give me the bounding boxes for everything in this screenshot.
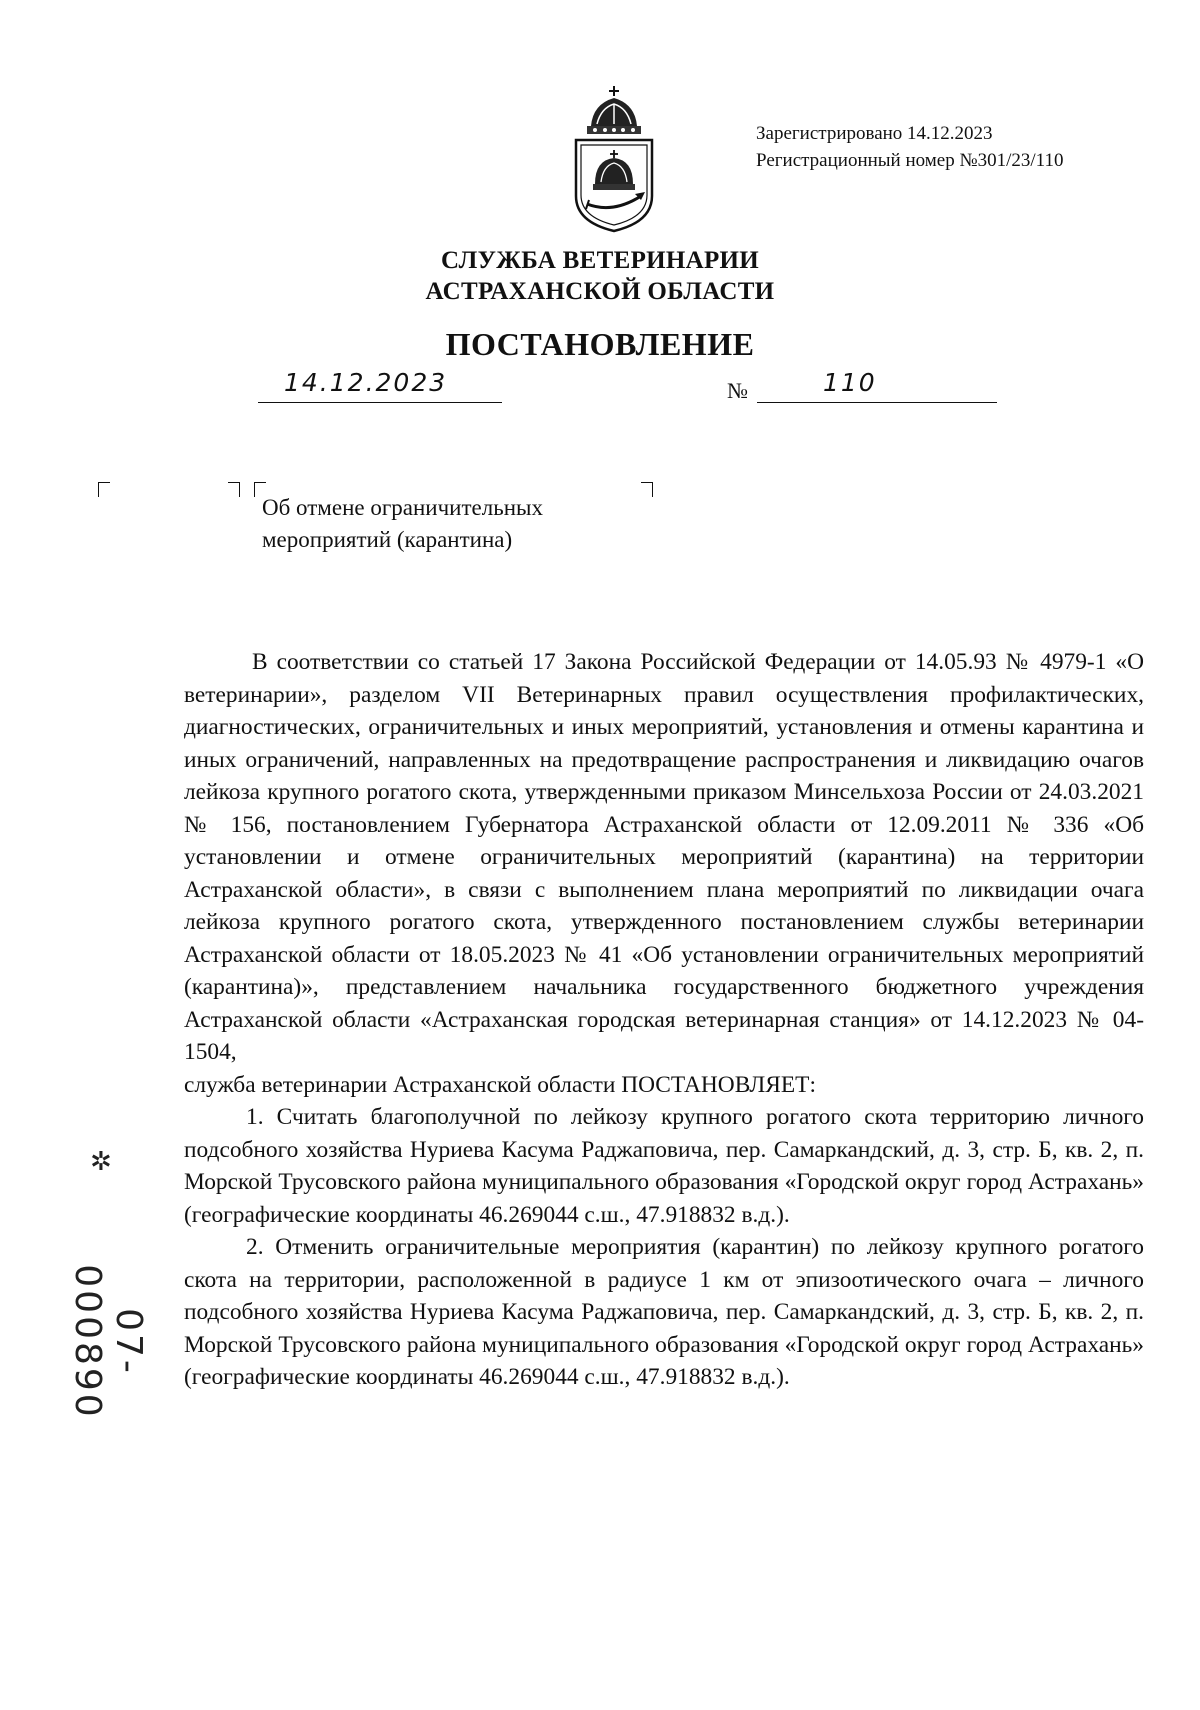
- margin-serial-number: [67, 1225, 149, 1420]
- decree-item-2: 2. Отменить ограничительные мероприятия (карантин) по лейкозу крупного рогатого скота на территории, расположенной в радиусе 1 км от эпизоотического очага – личного подсобного хозяйства Нуриева Касума Раджаповича, пер. Самаркандский, д. 3, стр. Б, кв. 2, п. Морской Трусовского района муниципального образования «Городской округ город Астрахань» (географические координаты 46.269044 с.ш., 47.918832 в.д.).: [184, 1234, 1144, 1390]
- margin-serial-text: 07- 000890: [67, 1264, 149, 1420]
- astrakhan-coat-of-arms-icon: [573, 84, 655, 234]
- date-handwritten: 14.12.2023: [284, 368, 448, 397]
- number-field: [757, 370, 997, 403]
- corner-mark-top-left: [98, 482, 110, 497]
- agency-name-line1: СЛУЖБА ВЕТЕРИНАРИИ: [440, 247, 760, 274]
- document-subject: [262, 492, 543, 556]
- date-field: [258, 370, 502, 403]
- corner-mark-top-right: [228, 482, 240, 497]
- subject-line2: мероприятий (карантина): [262, 527, 513, 552]
- subject-line1: Об отмене ограничительных: [262, 495, 543, 520]
- corner-mark-subject-right: [641, 482, 653, 497]
- preamble-paragraph: В соответствии со статьей 17 Закона Российской Федерации от 14.05.93 № 4979-1 «О ветеринарии», разделом VII Ветеринарных правил осуществления профилактических, диагностических, ограничительных и иных мероприятий, установления и отмены карантина и иных ограничений, направленных на предотвращение распространения и ликвидацию очагов лейкоза крупного рогатого скота, утвержденными приказом Минсельхоза России от 24.03.2021 № 156, постановлением Губернатора Астраханской области от 12.09.2011 № 336 «Об установлении и отмене ограничительных мероприятий (карантина) на территории Астраханской области», в связи с выполнением плана мероприятий по ликвидации очага лейкоза крупного рогатого скота, утвержденного постановлением службы ветеринарии Астраханской области от 18.05.2023 № 41 «Об установлении ограничительных мероприятий (карантина)», представлением начальника государственного бюджетного учреждения Астраханской области «Астраханская городская ветеринарная станция» от 14.12.2023 № 04-1504,: [184, 649, 1144, 1065]
- agency-name-line2: АСТРАХАНСКОЙ ОБЛАСТИ: [425, 278, 775, 305]
- document-type: ПОСТАНОВЛЕНИЕ: [445, 326, 755, 362]
- number-label: №: [727, 378, 748, 403]
- number-handwritten: 110: [823, 368, 877, 397]
- margin-asterisk-mark: ✲: [90, 1147, 112, 1177]
- agency-name: [0, 245, 1200, 307]
- registration-stamp: [756, 120, 1063, 174]
- registration-date: Зарегистрировано 14.12.2023: [756, 123, 993, 144]
- decree-item-1: 1. Считать благополучной по лейкозу крупного рогатого скота территорию личного подсобного хозяйства Нуриева Касума Раджаповича, пер. Самаркандский, д. 3, стр. Б, кв. 2, п. Морской Трусовского района муниципального образования «Городской округ город Астрахань» (географические координаты 46.269044 с.ш., 47.918832 в.д.).: [184, 1104, 1144, 1228]
- registration-number: Регистрационный номер №301/23/110: [756, 150, 1064, 171]
- document-body: [184, 646, 1144, 1394]
- decree-line: служба ветеринарии Астраханской области ПОСТАНОВЛЯЕТ:: [184, 1071, 816, 1098]
